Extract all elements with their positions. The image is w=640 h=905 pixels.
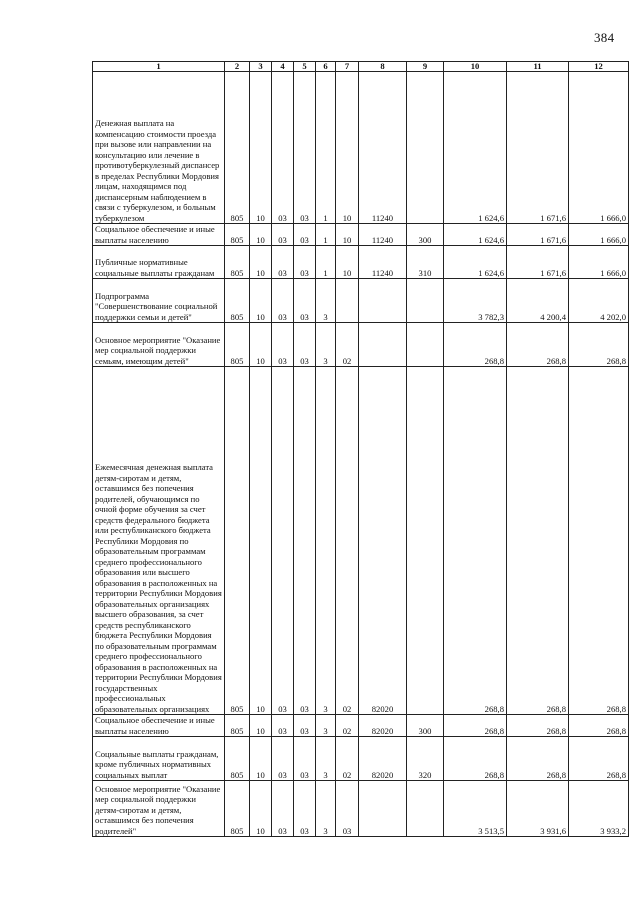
table-row xyxy=(93,323,629,367)
table-row xyxy=(93,737,629,781)
cell-expense-type xyxy=(407,323,444,367)
cell-amount-11: 3 931,6 xyxy=(507,781,569,837)
table-row xyxy=(93,715,629,737)
cell-expense-type: 310 xyxy=(407,246,444,279)
cell-direction xyxy=(359,781,407,837)
cell-activity: 02 xyxy=(336,367,359,715)
cell-amount-11: 268,8 xyxy=(507,737,569,781)
cell-subsection: 03 xyxy=(272,279,294,323)
cell-amount-12: 4 202,0 xyxy=(569,279,629,323)
cell-amount-12: 3 933,2 xyxy=(569,781,629,837)
cell-expense-type xyxy=(407,367,444,715)
cell-subsection: 03 xyxy=(272,323,294,367)
cell-amount-11: 1 671,6 xyxy=(507,224,569,246)
cell-amount-11: 1 671,6 xyxy=(507,72,569,224)
cell-subprogram: 3 xyxy=(316,367,336,715)
cell-subprogram: 3 xyxy=(316,737,336,781)
cell-amount-10: 3 782,3 xyxy=(444,279,507,323)
table-row xyxy=(93,367,629,715)
cell-activity xyxy=(336,279,359,323)
cell-subprogram: 1 xyxy=(316,246,336,279)
table-row xyxy=(93,279,629,323)
cell-direction xyxy=(359,279,407,323)
cell-subsection: 03 xyxy=(272,224,294,246)
cell-subprogram: 3 xyxy=(316,781,336,837)
cell-amount-11: 268,8 xyxy=(507,323,569,367)
cell-section: 10 xyxy=(250,72,272,224)
cell-activity: 02 xyxy=(336,323,359,367)
cell-amount-12: 268,8 xyxy=(569,323,629,367)
cell-expense-type xyxy=(407,781,444,837)
row-name: Ежемесячная денежная выплата детям-сиротам и детям, оставшимся без попечения родителей, обучающимся по очной форме обучения за счет средств федерального бюджета или республиканского бюджета Республики Мордовия по образовательным программам среднего профессионального образования или высшего образования в расположенных на территории Республики Мордовия образовательных организациях высшего образования, за счет средств республиканского бюджета Республики Мордовия по образовательным программам среднего профессионального образования в расположенных на территории Республики Мордовия государственных профессиональных образовательных организациях xyxy=(93,367,225,715)
cell-section: 10 xyxy=(250,279,272,323)
header-cell: 10 xyxy=(444,62,507,72)
cell-code: 805 xyxy=(225,781,250,837)
header-cell: 3 xyxy=(250,62,272,72)
cell-amount-10: 268,8 xyxy=(444,737,507,781)
cell-program: 03 xyxy=(294,715,316,737)
cell-program: 03 xyxy=(294,72,316,224)
cell-direction: 11240 xyxy=(359,72,407,224)
cell-amount-12: 268,8 xyxy=(569,737,629,781)
cell-amount-12: 268,8 xyxy=(569,715,629,737)
cell-activity: 03 xyxy=(336,781,359,837)
cell-amount-10: 268,8 xyxy=(444,715,507,737)
header-cell: 8 xyxy=(359,62,407,72)
cell-amount-10: 268,8 xyxy=(444,367,507,715)
cell-subsection: 03 xyxy=(272,367,294,715)
cell-program: 03 xyxy=(294,781,316,837)
cell-code: 805 xyxy=(225,279,250,323)
row-name: Подпрограмма "Совершенствование социальной поддержки семьи и детей" xyxy=(93,279,225,323)
cell-direction: 82020 xyxy=(359,367,407,715)
header-cell: 12 xyxy=(569,62,629,72)
cell-expense-type: 300 xyxy=(407,224,444,246)
cell-amount-12: 1 666,0 xyxy=(569,72,629,224)
cell-amount-10: 1 624,6 xyxy=(444,224,507,246)
cell-code: 805 xyxy=(225,367,250,715)
cell-direction: 82020 xyxy=(359,737,407,781)
cell-direction: 82020 xyxy=(359,715,407,737)
cell-code: 805 xyxy=(225,715,250,737)
header-cell: 9 xyxy=(407,62,444,72)
cell-direction xyxy=(359,323,407,367)
cell-amount-12: 1 666,0 xyxy=(569,224,629,246)
cell-code: 805 xyxy=(225,72,250,224)
cell-subsection: 03 xyxy=(272,72,294,224)
header-cell: 1 xyxy=(93,62,225,72)
cell-subsection: 03 xyxy=(272,715,294,737)
row-name: Публичные нормативные социальные выплаты гражданам xyxy=(93,246,225,279)
header-cell: 6 xyxy=(316,62,336,72)
cell-activity: 10 xyxy=(336,72,359,224)
table-row xyxy=(93,246,629,279)
cell-program: 03 xyxy=(294,224,316,246)
cell-subprogram: 3 xyxy=(316,323,336,367)
header-cell: 7 xyxy=(336,62,359,72)
cell-program: 03 xyxy=(294,367,316,715)
cell-amount-11: 4 200,4 xyxy=(507,279,569,323)
table-row xyxy=(93,224,629,246)
cell-amount-10: 3 513,5 xyxy=(444,781,507,837)
cell-amount-12: 1 666,0 xyxy=(569,246,629,279)
row-name: Социальное обеспечение и иные выплаты населению xyxy=(93,224,225,246)
cell-section: 10 xyxy=(250,224,272,246)
cell-direction: 11240 xyxy=(359,246,407,279)
page-number: 384 xyxy=(594,30,615,45)
cell-code: 805 xyxy=(225,224,250,246)
cell-code: 805 xyxy=(225,246,250,279)
cell-amount-10: 1 624,6 xyxy=(444,72,507,224)
cell-amount-10: 268,8 xyxy=(444,323,507,367)
cell-program: 03 xyxy=(294,737,316,781)
table-row xyxy=(93,72,629,224)
cell-amount-11: 268,8 xyxy=(507,715,569,737)
header-cell: 4 xyxy=(272,62,294,72)
cell-section: 10 xyxy=(250,367,272,715)
cell-activity: 10 xyxy=(336,246,359,279)
row-name: Денежная выплата на компенсацию стоимости проезда при вызове или направлении на консультацию или лечение в противотуберкулезный диспансер в пределах Республики Мордовия лицам, находящимся под диспансерным наблюдением в связи с туберкулезом, и больным туберкулезом xyxy=(93,72,225,224)
header-cell: 11 xyxy=(507,62,569,72)
cell-code: 805 xyxy=(225,737,250,781)
cell-activity: 10 xyxy=(336,224,359,246)
cell-subprogram: 3 xyxy=(316,715,336,737)
cell-direction: 11240 xyxy=(359,224,407,246)
cell-section: 10 xyxy=(250,781,272,837)
budget-table xyxy=(92,61,629,837)
table-row xyxy=(93,781,629,837)
row-name: Социальные выплаты гражданам, кроме публичных нормативных социальных выплат xyxy=(93,737,225,781)
row-name: Социальное обеспечение и иные выплаты населению xyxy=(93,715,225,737)
cell-expense-type xyxy=(407,72,444,224)
row-name: Основное мероприятие "Оказание мер социальной поддержки семьям, имеющим детей" xyxy=(93,323,225,367)
cell-section: 10 xyxy=(250,246,272,279)
cell-activity: 02 xyxy=(336,715,359,737)
header-row xyxy=(93,62,629,72)
cell-code: 805 xyxy=(225,323,250,367)
cell-subsection: 03 xyxy=(272,737,294,781)
cell-section: 10 xyxy=(250,715,272,737)
cell-subprogram: 1 xyxy=(316,224,336,246)
cell-amount-11: 1 671,6 xyxy=(507,246,569,279)
cell-amount-12: 268,8 xyxy=(569,367,629,715)
cell-program: 03 xyxy=(294,246,316,279)
cell-expense-type: 320 xyxy=(407,737,444,781)
cell-subsection: 03 xyxy=(272,781,294,837)
header-cell: 2 xyxy=(225,62,250,72)
cell-section: 10 xyxy=(250,737,272,781)
cell-amount-11: 268,8 xyxy=(507,367,569,715)
cell-amount-10: 1 624,6 xyxy=(444,246,507,279)
cell-expense-type: 300 xyxy=(407,715,444,737)
cell-section: 10 xyxy=(250,323,272,367)
row-name: Основное мероприятие "Оказание мер социальной поддержки детям-сиротам и детям, оставшимся без попечения родителей" xyxy=(93,781,225,837)
cell-program: 03 xyxy=(294,279,316,323)
cell-subprogram: 1 xyxy=(316,72,336,224)
cell-subsection: 03 xyxy=(272,246,294,279)
cell-subprogram: 3 xyxy=(316,279,336,323)
cell-program: 03 xyxy=(294,323,316,367)
cell-activity: 02 xyxy=(336,737,359,781)
cell-expense-type xyxy=(407,279,444,323)
header-cell: 5 xyxy=(294,62,316,72)
